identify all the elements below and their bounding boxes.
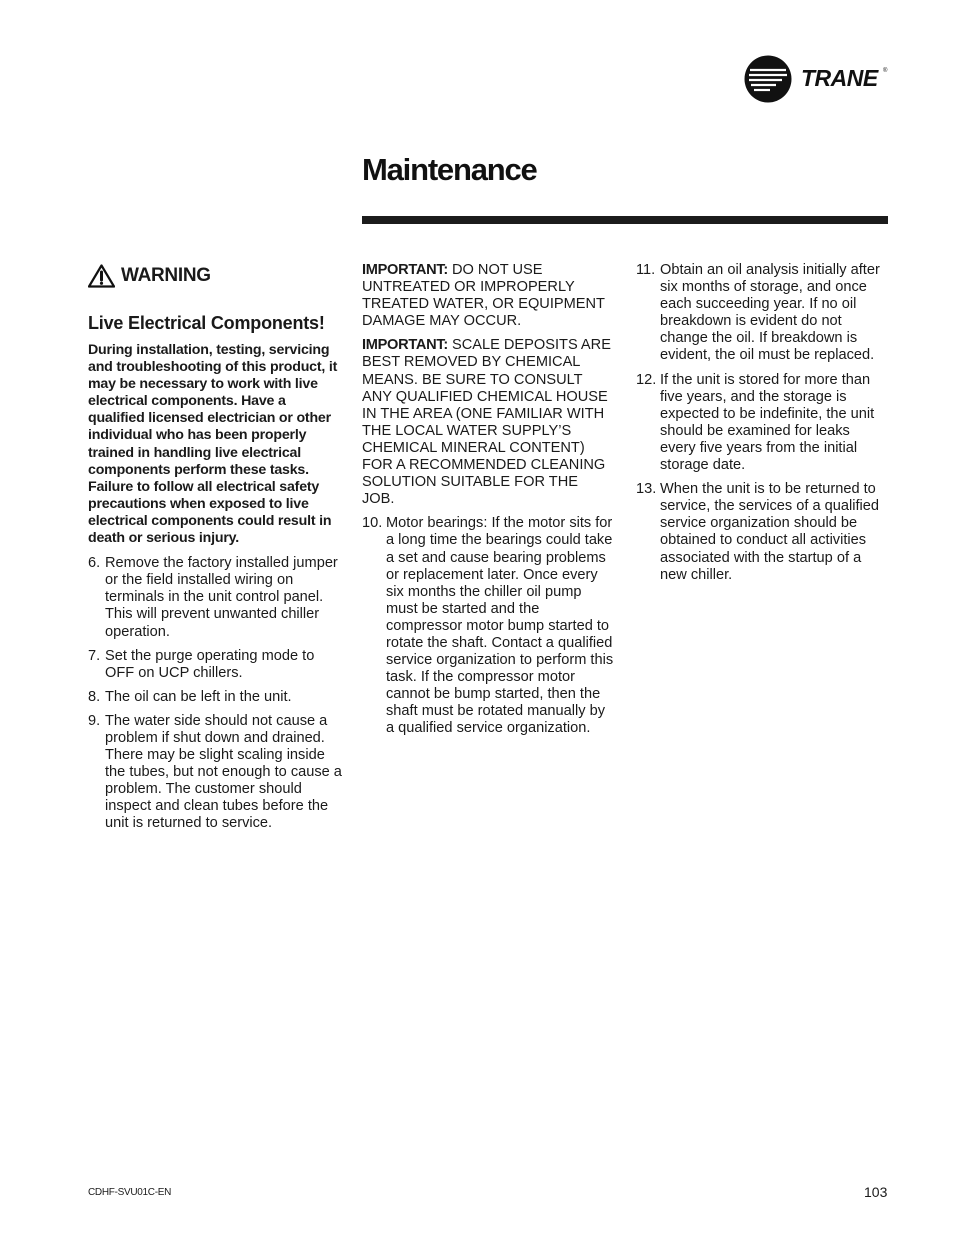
list-item-number: 13. xyxy=(636,481,657,498)
important-label: IMPORTANT xyxy=(362,262,444,278)
list-item-number: 10. xyxy=(362,515,383,532)
list-item xyxy=(88,689,344,706)
warning-label: WARNING xyxy=(121,265,211,287)
list-item xyxy=(88,648,344,682)
important-text: DO NOT USE UNTREATED OR IMPROPERLY TREATED WATER, OR EQUIPMENT DAMAGE MAY OCCUR. xyxy=(362,262,605,330)
list-item xyxy=(636,262,888,365)
list-item xyxy=(636,372,888,475)
list-item-text: If the unit is stored for more than five years, and the storage is expected to be indefinite, the unit should be examined for leaks every five years from the initial storage date. xyxy=(660,371,875,474)
hazard-text: During installation, testing, servicing and troubleshooting of this product, it may be necessary to work with live electrical components. Have a qualified licensed electrician or other individual who has been properly trained in handling live electrical components perform these tasks. Failure to follow all electrical safety precautions when exposed to live electrical components could result in death or serious injury. xyxy=(88,342,338,547)
list-item-number: 7. xyxy=(88,647,101,664)
trane-logo-mark xyxy=(744,55,792,103)
list-item xyxy=(88,713,344,833)
list-item-number: 12. xyxy=(636,371,657,388)
list-item-text: When the unit is to be returned to service, the services of a qualified service organization should be obtained to conduct all activities associated with the startup of a new chiller. xyxy=(660,481,880,583)
column-right xyxy=(636,262,888,591)
list-item-text: Set the purge operating mode to OFF on UCP chillers. xyxy=(105,647,315,681)
list-item-number: 6. xyxy=(88,555,101,572)
registered-mark: ® xyxy=(883,68,888,74)
trane-logo-wordmark: TRANE xyxy=(801,65,878,91)
trane-logo xyxy=(744,55,889,103)
list-item-number: 9. xyxy=(88,712,101,729)
list-item xyxy=(636,481,888,584)
important-note: IMPORTANT: SCALE DEPOSITS ARE BEST REMOVED BY CHEMICAL MEANS. BE SURE TO CONSULT ANY QUALIFIED CHEMICAL HOUSE IN THE AREA (ONE FAMILIAR WITH THE LOCAL WATER SUPPLY’S CHEMICAL MINERAL CONTENT) FOR A RECOMMENDED CLEANING SOLUTION SUITABLE FOR THE JOB. xyxy=(362,337,611,508)
warning-heading xyxy=(88,262,344,290)
important-note: IMPORTANT: DO NOT USE UNTREATED OR IMPROPERLY TREATED WATER, OR EQUIPMENT DAMAGE MAY OCCUR. xyxy=(362,262,605,330)
list-item-number: 11. xyxy=(636,262,656,278)
list-item-text: Remove the factory installed jumper or the field installed wiring on terminals in the unit control panel. This will prevent unwanted chiller operation. xyxy=(105,555,338,640)
warning-triangle-icon xyxy=(88,264,115,288)
important-label: IMPORTANT xyxy=(362,337,444,354)
title-rule xyxy=(362,216,888,224)
list-item-number: 8. xyxy=(88,688,101,705)
list-item-text: Motor bearings: If the motor sits for a long time the bearings could take a set and cause bearing problems or replacement later. Once every six months the chiller oil pump must be started and the compressor motor bump started to rotate the shaft. Contact a qualified service organization to perform this task. If the compressor motor cannot be bump started, then the shaft must be rotated manually by a qualified service organization. xyxy=(386,515,614,737)
list-item-text: The water side should not cause a problem if shut down and drained. There may be slight scaling inside the tubes, but not enough to cause a problem. The customer should inspect and clean tubes before the unit is returned to service. xyxy=(105,712,342,832)
hazard-title: Live Electrical Components! xyxy=(88,313,325,333)
document-code: CDHF-SVU01C-EN xyxy=(88,1187,172,1198)
list-item-text: The oil can be left in the unit. xyxy=(105,688,292,705)
list-item xyxy=(88,555,344,640)
list-item xyxy=(362,515,614,737)
column-left xyxy=(88,262,344,840)
list-item-text: Obtain an oil analysis initially after six months of storage, and once each succeeding year. If no oil breakdown is evident do not change the oil. If breakdown is evident, the oil must be replaced. xyxy=(660,262,880,364)
important-text: SCALE DEPOSITS ARE BEST REMOVED BY CHEMICAL MEANS. BE SURE TO CONSULT ANY QUALIFIED CHEMICAL HOUSE IN THE AREA (ONE FAMILIAR WITH THE LOCAL WATER SUPPLY’S CHEMICAL MINERAL CONTENT) FOR A RECOMMENDED CLEANING SOLUTION SUITABLE FOR THE JOB. xyxy=(362,337,611,508)
column-middle xyxy=(362,262,614,745)
page-title: Maintenance xyxy=(362,152,537,187)
page-number: 103 xyxy=(864,1184,888,1200)
